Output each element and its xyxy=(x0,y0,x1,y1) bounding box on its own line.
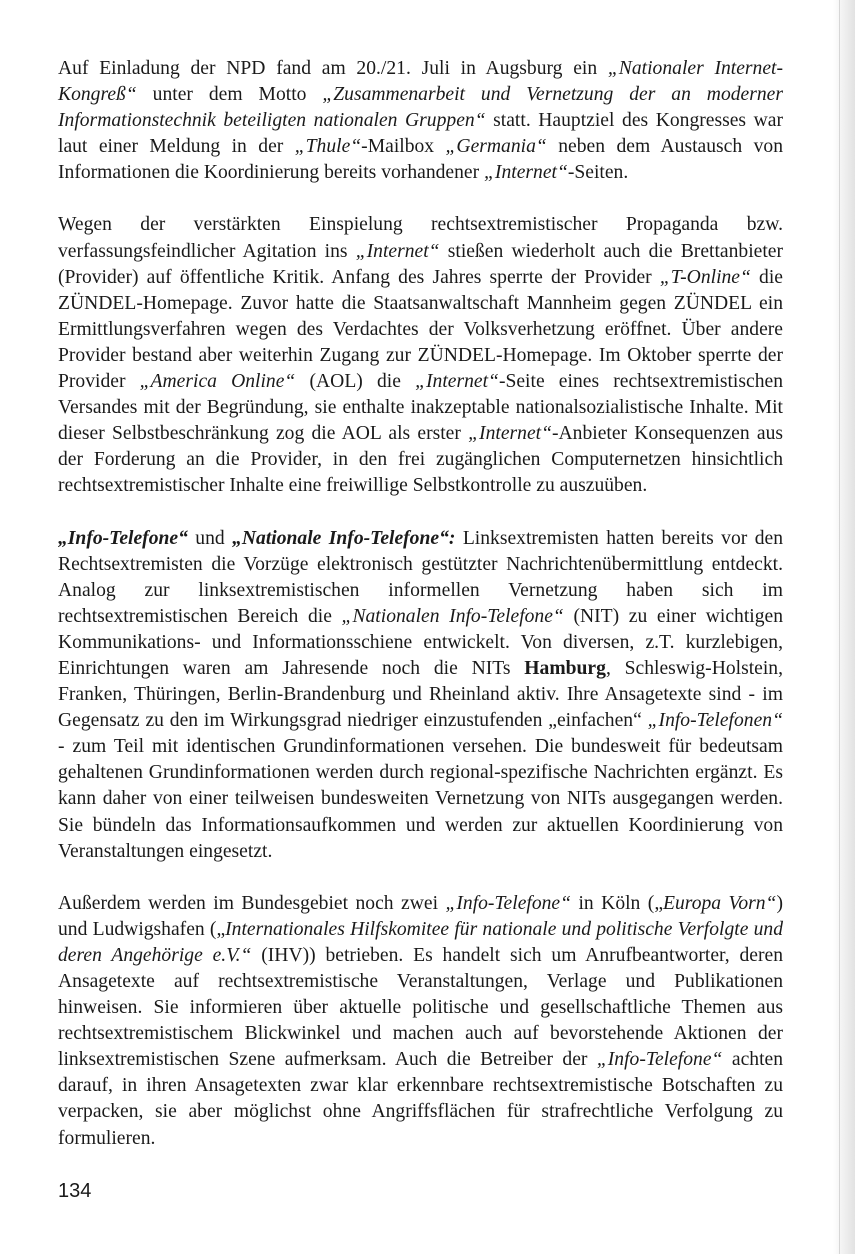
text-run: -Seiten. xyxy=(567,162,629,184)
text-run: statt. Hauptziel des Kongresses war laut einer Meldung in der xyxy=(58,110,783,158)
italic-text-run: „Internet“ xyxy=(355,240,440,262)
page-number: 134 xyxy=(58,1180,92,1202)
italic-text-run: „Thule“ xyxy=(294,136,362,158)
bold-italic-heading-run: „Info-Telefone“ xyxy=(58,527,188,549)
text-run: -Mailbox xyxy=(361,136,446,158)
italic-text-run: „Nationaler Internet-Kongreß“ xyxy=(58,58,784,106)
italic-text-run: „Germania“ xyxy=(445,136,547,158)
paragraph-info-telefone xyxy=(58,526,783,865)
italic-text-run: „Internet“ xyxy=(468,423,552,445)
paragraph-provider-criticism xyxy=(58,212,783,499)
text-run: und xyxy=(187,527,233,549)
italic-text-run: „Info-Telefone“ xyxy=(445,892,572,914)
text-run: -Anbieter Konsequenzen aus der Forderung an die Provider, in den frei zugänglichen Computernetzen hinsichtlich rechtsextremistischer Inhalte eine freiwillige Selbstkontrolle zu auszuüben. xyxy=(58,423,783,497)
italic-text-run: „Internet“ xyxy=(484,162,568,184)
bold-text-run: Hamburg xyxy=(524,657,606,679)
text-run: die ZÜNDEL-Homepage. Zuvor hatte die Staatsanwaltschaft Mannheim gegen ZÜNDEL ein Ermittlungsverfahren wegen des Verdachtes der Volksverhetzung eröffnet. Über andere Provider bestand aber weiterhin Zugang zur ZÜNDEL-Homepage. Im Oktober sperrte der Provider xyxy=(58,266,783,393)
text-run: Auf Einladung der NPD fand am 20./21. Juli in Augsburg ein xyxy=(58,58,608,79)
text-run: Außerdem werden im Bundesgebiet noch zwei xyxy=(58,892,446,914)
document-body xyxy=(58,56,783,1152)
italic-text-run: „Internet“ xyxy=(415,371,499,393)
italic-text-run: Internationales Hilfskomitee für nationale und politische Verfolgte und deren Angehörige e.V.“ xyxy=(58,918,783,966)
italic-text-run: „America Online“ xyxy=(139,371,296,393)
text-run: , Schleswig-Holstein, Franken, Thüringen, Berlin-Brandenburg und Rheinland aktiv. Ihre Ansagetexte sind - im Gegensatz zu den im Wirkungsgrad niedriger einzustufenden „einfachen“ xyxy=(58,657,784,732)
text-run: (AOL) die xyxy=(295,371,416,393)
italic-text-run: „Info-Telefonen“ xyxy=(647,710,783,732)
text-run: achten darauf, in ihren Ansagetexten zwar klar erkennbare rechtsextremistische Botschaften zu verpacken, sie aber möglichst ohne Angriffsflächen für strafrechtliche Verfolgung zu formulieren. xyxy=(58,1049,784,1149)
text-run: neben dem Austausch von Informationen die Koordinierung bereits vorhandener xyxy=(58,136,783,184)
text-run: Wegen der verstärkten Einspielung rechtsextremistischer Propaganda bzw. verfassungsfeindlicher Agitation ins xyxy=(58,214,783,262)
bold-italic-heading-run: „Nationale Info-Telefone“: xyxy=(232,527,456,549)
paragraph-npd-internet-congress xyxy=(58,56,783,186)
text-run: Linksextremisten hatten bereits vor den Rechtsextremisten die Vorzüge elektronisch gestützter Nachrichtenübermittlung entdeckt. Analog zur linksextremistischen informellen Vernetzung haben sich im rechtsextremistischen Bereich die xyxy=(58,527,784,627)
text-run: -Seite eines rechtsextremistischen Versandes mit der Begründung, sie enthalte inakzeptable nationalsozialistische Inhalte. Mit dieser Selbstbeschränkung zog die AOL als erster xyxy=(58,371,783,445)
italic-text-run: Europa Vorn“ xyxy=(663,892,777,914)
italic-text-run: „Nationalen Info-Telefone“ xyxy=(341,605,564,627)
text-run: stießen wiederholt auch die Brettanbieter (Provider) auf öffentliche Kritik. Anfang des Jahres sperrte der Provider xyxy=(58,240,783,288)
italic-text-run: „Zusammenarbeit und Vernetzung der an moderner Informationstechnik beteiligten nationalen Gruppen“ xyxy=(58,84,783,132)
text-run: unter dem Motto xyxy=(136,84,323,106)
page-edge-shadow xyxy=(833,0,855,1254)
paragraph-further-info-telefone xyxy=(58,891,783,1152)
text-run: (IHV)) betrieben. Es handelt sich um Anrufbeantworter, deren Ansagetexte auf rechtsextremistische Veranstaltungen, Verlage und Publikationen hinweisen. Sie informieren über aktuelle politische und gesellschaftliche Themen aus rechtsextremistischem Blickwinkel und machen auch auf bevorstehende Aktionen der linksextremistischen Szene aufmerksam. Auch die Betreiber der xyxy=(58,944,783,1071)
text-run: in Köln („ xyxy=(571,892,664,914)
italic-text-run: „T-Online“ xyxy=(659,266,751,288)
text-run: ) und Ludwigshafen („ xyxy=(58,892,783,940)
text-run: (NIT) zu einer wichtigen Kommunikations- und Informationsschiene entwickelt. Von diversen, z.T. kurzlebigen, Einrichtungen waren am Jahresende noch die NITs xyxy=(58,605,784,679)
italic-text-run: „Info-Telefone“ xyxy=(596,1049,723,1071)
text-run: - zum Teil mit identischen Grundinformationen versehen. Die bundesweit für bedeutsam gehaltenen Grundinformationen werden durch regional-spezifische Nachrichten ergänzt. Es kann daher von einer teilweisen bundesweiten Vernetzung von NITs ausgegangen werden. Sie bündeln das Informationsaufkommen und werden zur aktuellen Koordinierung von Veranstaltungen eingesetzt. xyxy=(58,736,783,862)
